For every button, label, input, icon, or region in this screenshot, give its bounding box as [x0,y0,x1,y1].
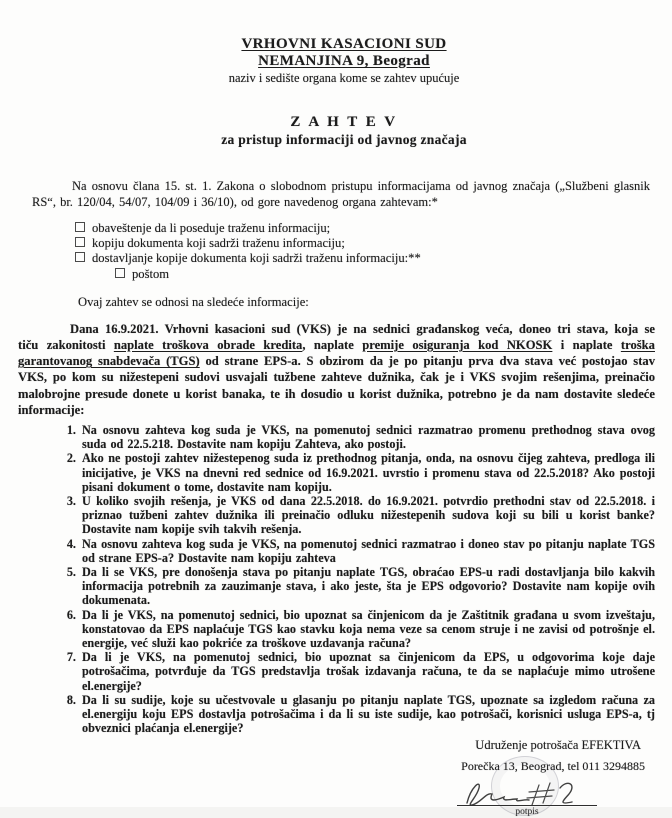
question-item: 6. Da li je VKS, na pomenutoj sednici, bio upoznat sa činjenicom da je Zaštitnik građana u svom izveštaju, konstatovao da EPS naplaćuje TGS kao stavku koja nema veze sa cenom struje i ne zavisi od potrošnje el. energije, već služi kao pokriće za troškove uzdavanja računa? [80,608,655,651]
scope-line: Ovaj zahtev se odnosi na sledeće informacije: [78,294,309,309]
recipient-block [38,36,650,86]
body-text: , naplate [302,338,363,353]
body-text: Dana 16.9.2021. Vrhovni kasacioni sud (VKS) je na sednici građanskog veća, doneo tri stava, koja se tiču zakonitosti [18,321,655,353]
organization-address: Porečka 13, Beograd, tel 011 3294885 [461,758,645,773]
underlined-phrase: premije osiguranja kod NKOSK [362,338,553,353]
request-option [75,221,650,236]
body-text: od strane EPS-a. S obzirom da je po pitanju prva dva stava već postojao stav VKS, po kom su nižestepeni sudovi usvajali tužbene zahteve dužnika, čak je i VKS svojim rešenjima, preinačio malobrojne presude donete u korist banaka, te ih dosudio u korist dužnika, potrebno je da nam dostavite sledeće informacije: [18,354,655,417]
question-item: 8. Da li su sudije, koje su učestvovale u glasanju po pitanju naplate TGS, upoznate sa izgledom računa za el.energiju koju EPS dostavlja potrošačima i da li su iste sudije, kao potrošači, korisnici usluga EPS-a, tj obveznici plaćanja el.energije? [80,693,655,736]
intro-paragraph: Na osnovu člana 15. st. 1. Zakona o slobodnom pristupu informacijama od javnog značaja („Službeni glasnik RS“, br. 120/04, 54/07, 104/09 i 36/10), od gore navedenog organa zahtevam:* [32,179,650,209]
signature-area [457,776,597,806]
option-label: kopiju dokumenta koji sadrži traženu informaciju; [92,236,345,251]
document-title: Z A H T E V [290,114,398,130]
underlined-phrase: troška garantovanog snabdevača (TGS) [18,338,655,369]
request-option [75,251,650,266]
checkbox-icon [75,237,85,247]
request-option [115,267,650,282]
body-paragraph [18,321,655,418]
questions-list [32,423,655,735]
signature-caption: potpis [515,806,539,817]
recipient-caption: naziv i sedište organa kome se zahtev upućuje [228,71,460,85]
document-title-block [38,114,650,148]
request-option [75,236,650,251]
recipient-address: NEMANJINA 9, Beograd [258,53,430,69]
handwritten-signature-icon [457,775,597,809]
question-item: 1. Na osnovu zahteva kog suda je VKS, na pomenutoj sednici razmatrao promenu prethodnog stava ovog suda od 22.5.218. Dostavite nam kopiju Zahteva, ako postoji. [80,423,655,451]
option-label: poštom [132,266,170,281]
request-options-list [75,221,650,282]
organization-name: Udruženje potrošača EFEKTIVA [475,737,641,752]
signature-line [457,805,597,806]
underlined-phrase: naplate troškova obrade kredita [113,338,303,353]
option-label: obaveštenje da li poseduje traženu informaciju; [92,221,331,235]
recipient-name: VRHOVNI KASACIONI SUD [241,36,447,52]
question-item: 5. Da li se VKS, pre donošenja stava po pitanju naplate TGS, obraćao EPS-u radi dostavljanja bilo kakvih informacija potrebnih za zauzimanje stava, i ako jeste, šta je EPS odgovorio? Dostavite nam kopije ovih dokumenata. [80,565,655,608]
document-subtitle: za pristup informaciji od javnog značaja [221,132,467,147]
question-item: 7. Da li je VKS, na pomenutoj sednici, bio upoznat sa činjenicom da EPS, u odgovorima koje daje potrošačima, potvrđuje da TGS predstavlja trošak izdavanja računa, te da se naplaćuje mimo utrošene el.energije? [80,650,655,693]
signature-block [425,738,645,818]
checkbox-icon [115,268,125,278]
question-item: 4. Na osnovu zahteva kog suda je VKS, na pomenutoj sednici razmatrao i doneo stav po pitanju naplate TGS od strane EPS-a? Dostavite nam kopiju zahteva [80,537,655,565]
body-text: i naplate [552,338,621,353]
checkbox-icon [75,222,85,232]
option-label: dostavljanje kopije dokumenta koji sadrži traženu informaciju:** [92,251,421,266]
question-item: 2. Ako ne postoji zahtev nižestepenog suda iz prethodnog pitanja, onda, na osnovu čijeg zahteva, predloga ili inicijative, je VKS na dnevni red sednice od 16.9.2021. uvrstio i promenu stava od 22.5.2018? Ako postoji pisani dokument o tome, dostavite nam kopiju. [80,451,655,494]
question-item: 3. U koliko svojih rešenja, je VKS od dana 22.5.2018. do 16.9.2021. potvrdio prethodni stav od 22.5.2018. i priznao tužbeni zahtev dužnika ili preinačio odluku nižestepenih sudova koji su bili u korist banke? Dostavite nam kopije svih takvih rešenja. [80,494,655,537]
checkbox-icon [75,252,85,262]
